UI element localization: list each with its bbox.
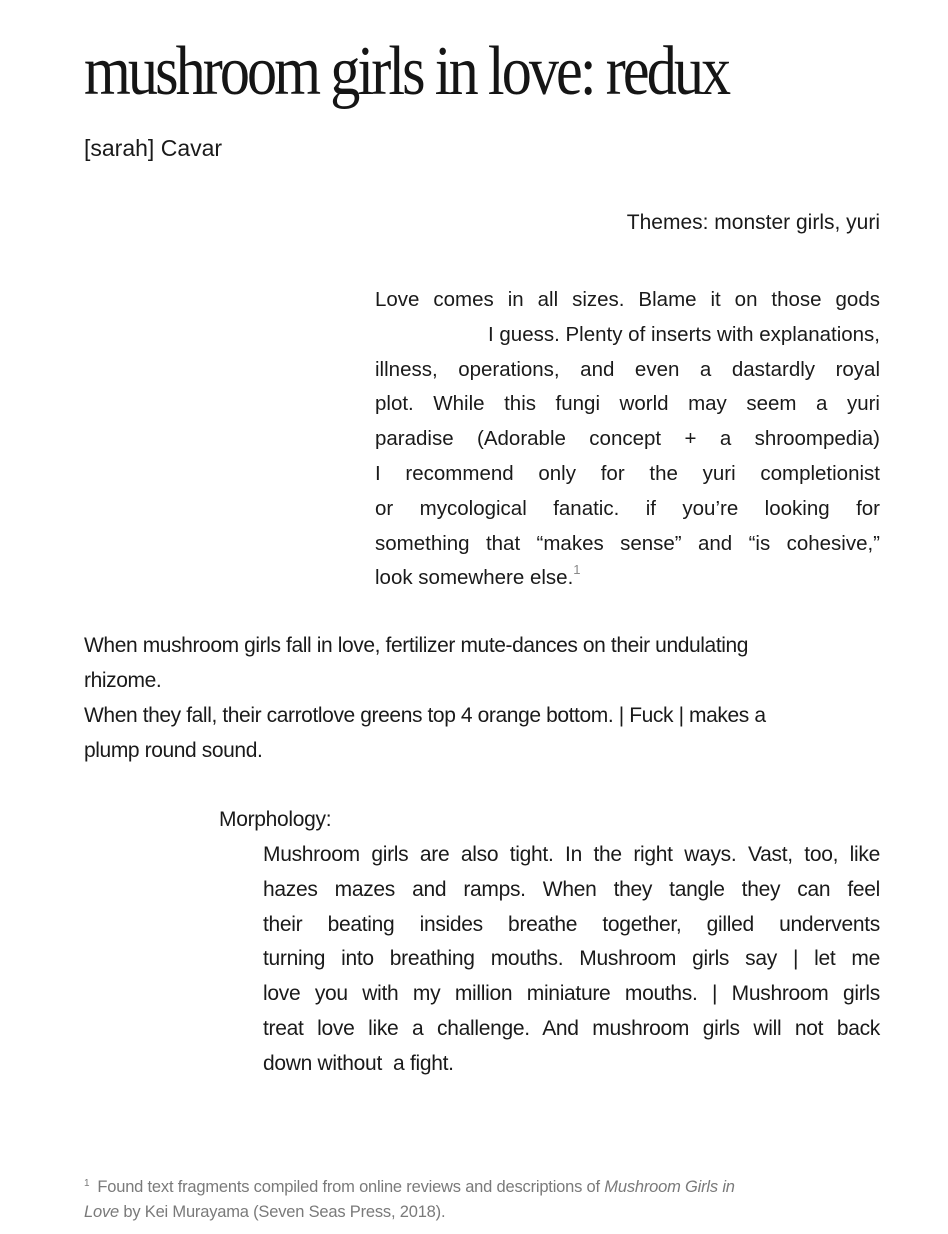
morphology-line: hazes mazes and ramps. When they tangle they can feel	[263, 877, 880, 901]
review-line: illness, operations, and even a dastardly royal	[375, 357, 880, 381]
review-line: or mycological fanatic. if you’re looking for	[375, 496, 880, 520]
footnote-reference[interactable]: 1	[573, 562, 581, 578]
review-line: paradise (Adorable concept + a shroompedia)	[375, 427, 880, 451]
poem-line: rhizome.	[84, 669, 162, 692]
morphology-heading: Morphology:	[219, 808, 332, 831]
book-title-cont: Love	[84, 1203, 119, 1221]
footnote-line	[84, 1200, 864, 1225]
review-line: I guess. Plenty of inserts with explanations,	[488, 322, 880, 346]
footnote-marker: 1	[84, 1178, 90, 1189]
morphology-line: love you with my million miniature mouths. | Mushroom girls	[263, 982, 880, 1006]
morphology-line: Mushroom girls are also tight. In the right ways. Vast, too, like	[263, 843, 880, 866]
footnote-line	[84, 1175, 864, 1200]
morphology-line: turning into breathing mouths. Mushroom girls say | let me	[263, 947, 880, 971]
review-line-last	[375, 561, 880, 596]
author-name: [sarah] Cavar	[84, 135, 223, 161]
footnote-citation: by Kei Murayama (Seven Seas Press, 2018).	[118, 1203, 446, 1221]
review-line: Love comes in all sizes. Blame it on those gods	[375, 288, 880, 311]
poem-block	[84, 628, 884, 768]
review-line: plot. While this fungi world may seem a yuri	[375, 392, 880, 416]
review-line: look somewhere else.	[375, 566, 574, 590]
poem-line: plump round sound.	[84, 739, 263, 762]
page-title: mushroom girls in love: redux	[84, 33, 729, 110]
morphology-line: treat love like a challenge. And mushroom girls will not back	[263, 1016, 880, 1040]
review-line: something that “makes sense” and “is cohesive,”	[375, 531, 880, 555]
morphology-line: their beating insides breathe together, gilled undervents	[263, 912, 880, 936]
footnote	[84, 1175, 864, 1225]
poem-line: When they fall, their carrotlove greens top 4 orange bottom. | Fuck | makes a	[84, 704, 766, 727]
poem-line: When mushroom girls fall in love, fertilizer mute-dances on their undulating	[84, 634, 749, 657]
footnote-text: Found text fragments compiled from online reviews and descriptions of	[97, 1178, 605, 1196]
review-block	[375, 283, 880, 596]
morphology-block	[263, 838, 880, 1082]
morphology-line: down without a fight.	[263, 1051, 454, 1075]
book-title: Mushroom Girls in	[604, 1178, 735, 1196]
review-line: I recommend only for the yuri completionist	[375, 461, 880, 485]
themes-line: Themes: monster girls, yuri	[626, 211, 880, 234]
